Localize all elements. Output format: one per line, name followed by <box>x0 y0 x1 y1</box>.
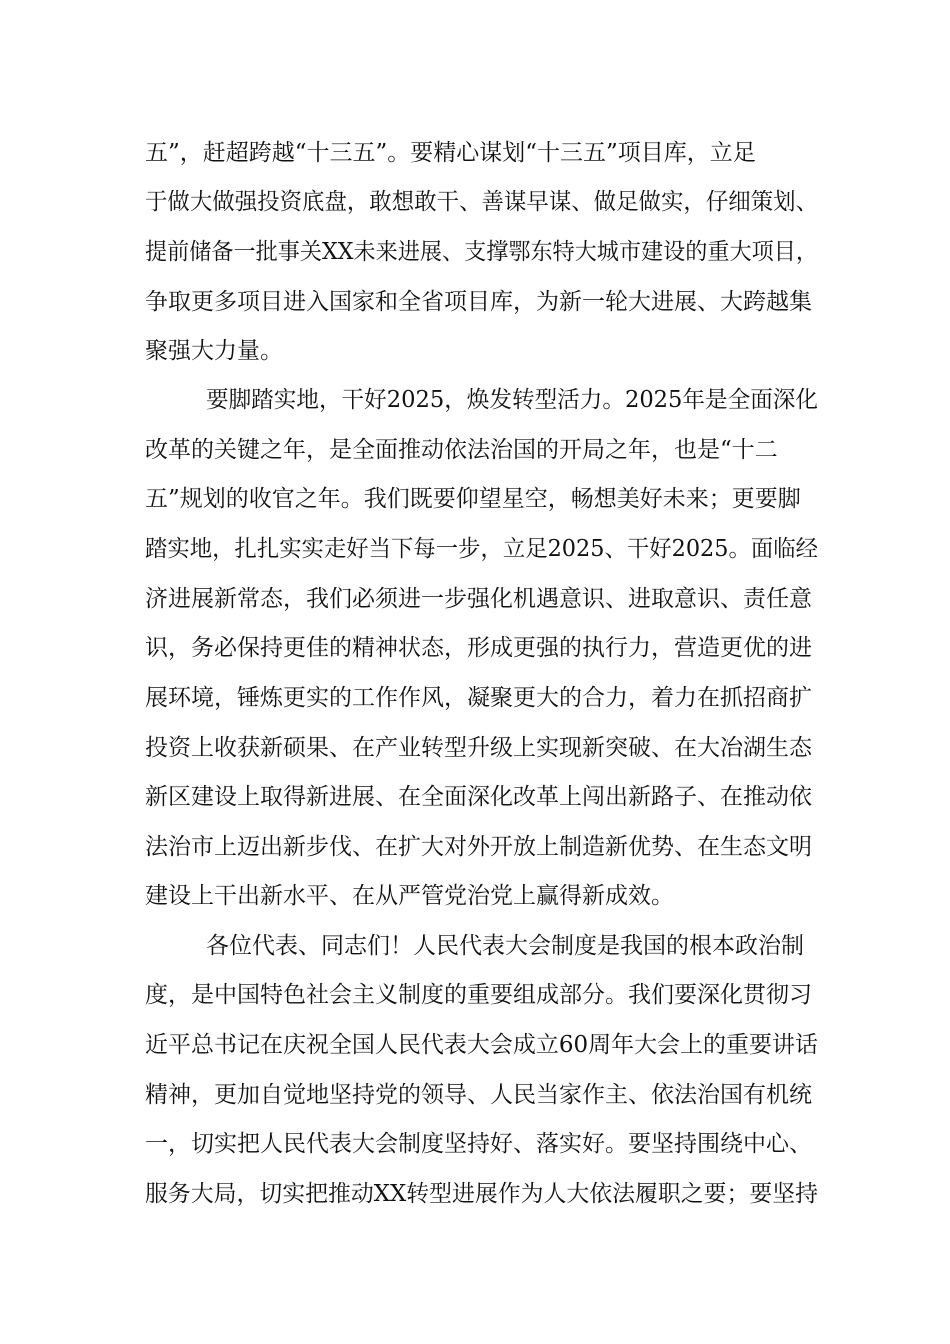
line-text: 服务大局，切实把推动XX转型进展作为人大依法履职之要；要坚持 <box>145 1181 819 1207</box>
text-line <box>0 1025 950 1065</box>
text-line <box>0 678 950 718</box>
text-line <box>0 827 950 867</box>
text-line <box>0 331 950 371</box>
line-text: 识，务必保持更佳的精神状态，形成更强的执行力，营造更优的进 <box>145 635 812 661</box>
text-line <box>0 232 950 272</box>
text-line <box>0 628 950 668</box>
text-line <box>0 282 950 322</box>
line-text: 精神，更加自觉地坚持党的领导、人民当家作主、依法治国有机统 <box>145 1082 812 1108</box>
line-text: 度，是中国特色社会主义制度的重要组成部分。我们要深化贯彻习 <box>145 982 812 1008</box>
line-text: 五”规划的收官之年。我们既要仰望星空，畅想美好未来；更要脚 <box>145 486 801 512</box>
line-text: 展环境，锤炼更实的工作作风，凝聚更大的合力，着力在抓招商扩 <box>145 685 812 711</box>
text-line <box>0 1124 950 1164</box>
text-line <box>0 777 950 817</box>
text-line <box>0 529 950 569</box>
line-text: 新区建设上取得新进展、在全面深化改革上闯出新路子、在推动依 <box>145 784 812 810</box>
text-line <box>0 479 950 519</box>
line-text: 投资上收获新硕果、在产业转型升级上实现新突破、在大冶湖生态 <box>145 735 812 761</box>
line-text: 于做大做强投资底盘，敢想敢干、善谋早谋、做足做实，仔细策划、 <box>145 189 819 215</box>
line-text: 聚强大力量。 <box>145 338 283 364</box>
text-line <box>0 1075 950 1115</box>
text-line <box>0 975 950 1015</box>
line-text: 一，切实把人民代表大会制度坚持好、落实好。要坚持围绕中心、 <box>145 1131 812 1157</box>
line-text: 提前储备一批事关XX未来进展、支撑鄂东特大城市建设的重大项目， <box>145 239 819 265</box>
line-text: 要脚踏实地，干好2025，焕发转型活力。2025年是全面深化 <box>206 387 818 413</box>
text-line <box>0 926 950 966</box>
line-text: 法治市上迈出新步伐、在扩大对外开放上制造新优势、在生态文明 <box>145 834 812 860</box>
line-text: 各位代表、同志们！人民代表大会制度是我国的根本政治制 <box>206 933 804 959</box>
text-line <box>0 728 950 768</box>
text-line <box>0 133 950 173</box>
line-text: 近平总书记在庆祝全国人民代表大会成立60周年大会上的重要讲话 <box>145 1032 819 1058</box>
line-text: 济进展新常态，我们必须进一步强化机遇意识、进取意识、责任意 <box>145 586 812 612</box>
text-line <box>0 182 950 222</box>
text-line <box>0 579 950 619</box>
text-line <box>0 380 950 420</box>
text-line <box>0 876 950 916</box>
text-line <box>0 430 950 470</box>
line-text: 争取更多项目进入国家和全省项目库，为新一轮大进展、大跨越集 <box>145 289 812 315</box>
line-text: 改革的关键之年，是全面推动依法治国的开局之年，也是“十二 <box>145 437 778 463</box>
line-text: 五”，赶超跨越“十三五”。要精心谋划“十三五”项目库，立足 <box>145 140 756 166</box>
line-text: 建设上干出新水平、在从严管党治党上赢得新成效。 <box>145 883 674 909</box>
line-text: 踏实地，扎扎实实走好当下每一步，立足2025、干好2025。面临经 <box>145 536 818 562</box>
text-line <box>0 1174 950 1214</box>
